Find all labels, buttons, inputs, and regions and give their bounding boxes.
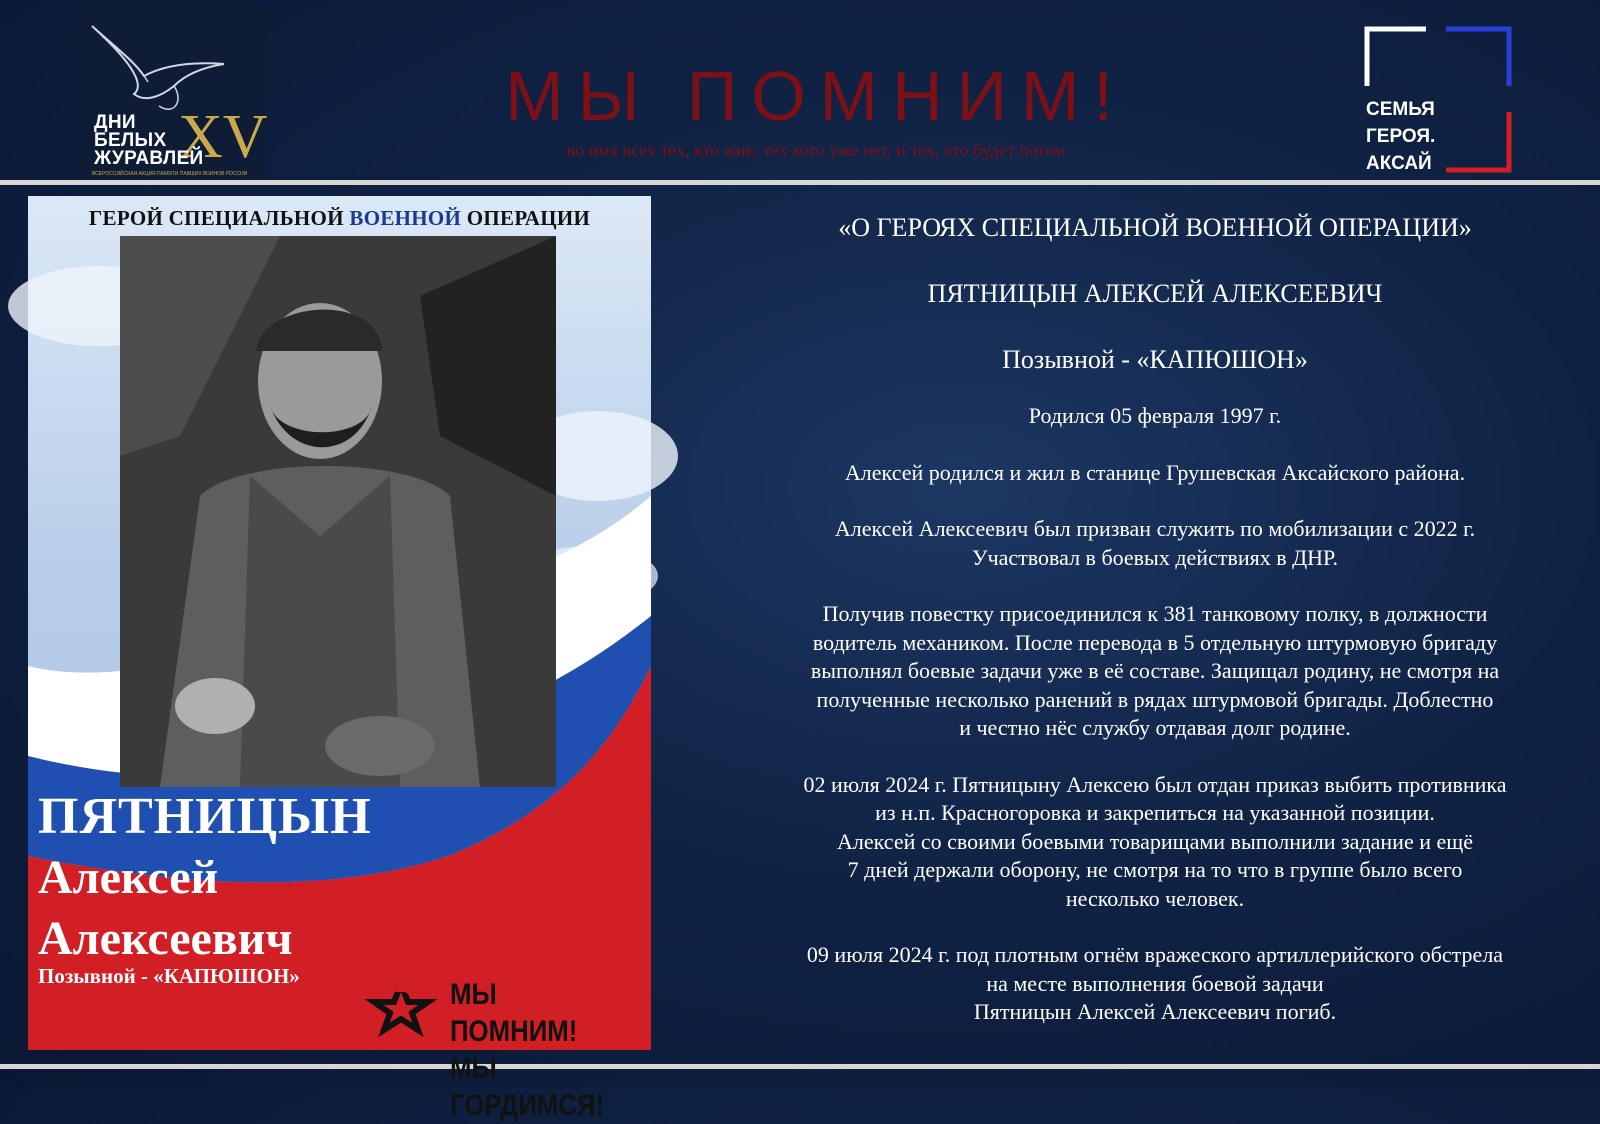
soldier-portrait-image (120, 236, 556, 787)
logo-text (94, 114, 204, 168)
slogan-line-2: МЫ ГОРДИМСЯ! (450, 1052, 605, 1122)
roman-numeral: XV (178, 103, 268, 171)
bio-line: выполнял боевые задачи уже в её составе. Защищал родину, не смотря на (810, 658, 1500, 683)
bio-paragraph-5 (740, 941, 1570, 1027)
top-divider (0, 180, 1600, 185)
bio-paragraph-4 (740, 771, 1570, 914)
bio-line: водитель механиком. После перевода в 5 отдельную штурмовую бригаду (812, 629, 1498, 655)
bio-line: и честно нёс службу отдавая долг родине. (959, 715, 1351, 740)
bio-paragraph-3 (740, 600, 1570, 743)
bio-heading: «О ГЕРОЯХ СПЕЦИАЛЬНОЙ ВОЕННОЙ ОПЕРАЦИИ» (838, 213, 1472, 242)
bio-line: из н.п. Красногоровка и закрепиться на указанной позиции. (875, 800, 1435, 825)
bio-line: 7 дней держали оборону, не смотря на то что в группе было всего (847, 857, 1463, 882)
poster-heading-part-1: ГЕРОЙ СПЕЦИАЛЬНОЙ (88, 206, 350, 230)
logo-line-1: ДНИ (94, 112, 136, 133)
bio-line: Участвовал в боевых действиях в ДНР. (972, 544, 1338, 570)
bio-full-name: ПЯТНИЦЫН АЛЕКСЕЙ АЛЕКСЕЕВИЧ (927, 279, 1383, 308)
logo-line-2: БЕЛЫХ (94, 130, 167, 151)
bio-line: на месте выполнения боевой задачи (986, 970, 1324, 996)
bio-line: Алексей Алексеевич был призван служить по мобилизации с 2022 г. (834, 516, 1476, 541)
bio-line: Пятницын Алексей Алексеевич погиб. (973, 999, 1337, 1024)
bio-born: Родился 05 февраля 1997 г. (1028, 403, 1282, 428)
hero-photo (120, 236, 556, 787)
bio-line: 09 июля 2024 г. под плотным огнём вражеского артиллерийского обстрела (806, 942, 1504, 967)
eternal-flame-star-icon (356, 962, 446, 1032)
logo-line-3: АКСАЙ (1366, 153, 1432, 174)
bio-line: несколько человек. (1065, 885, 1245, 911)
bio-paragraph-1: Алексей родился и жил в станице Грушевская Аксайского района. (844, 459, 1466, 485)
poster-heading-part-3: ОПЕРАЦИИ (461, 206, 591, 230)
page-subtitle: во имя всех тех, кто жив, тех кого уже нет, и тех, кто будет потом (566, 140, 1066, 160)
logo-line-3: ЖУРАВЛЕЙ (94, 148, 204, 169)
poster-surname: ПЯТНИЦЫН (38, 788, 372, 845)
white-cranes-logo (74, 6, 266, 178)
poster-heading (28, 206, 651, 231)
bio-line: 02 июля 2024 г. Пятницыну Алексею был отдан приказ выбить противника (803, 771, 1507, 797)
poster-callsign: Позывной - «КАПЮШОН» (38, 964, 300, 988)
hero-family-logo (1364, 26, 1514, 176)
poster-heading-part-2: ВОЕННОЙ (349, 206, 462, 230)
bio-line: Алексей со своими боевыми товарищами выполнили задание и ещё (837, 828, 1473, 854)
biography-text (740, 204, 1570, 1027)
hero-poster (28, 196, 651, 1122)
remember-slogan (450, 976, 623, 1124)
bio-callsign: Позывной - «КАПЮШОН» (1002, 345, 1308, 374)
bio-line: полученные несколько ранений в рядах штурмовой бригады. Доблестно (816, 686, 1494, 712)
logo-small-text: ВСЕРОССИЙСКАЯ АКЦИЯ ПАМЯТИ ПАВШИХ ВОИНОВ РОССИИ (92, 171, 248, 177)
bio-paragraph-2 (740, 515, 1570, 572)
poster-first-name: Алексей (38, 851, 219, 904)
logo-line-1: СЕМЬЯ (1366, 99, 1435, 120)
page-title: МЫ ПОМНИМ! (505, 57, 1127, 135)
bottom-divider (0, 1064, 1600, 1069)
logo-line-2: ГЕРОЯ. (1366, 126, 1436, 147)
header (0, 0, 1600, 180)
logo-text (1366, 96, 1435, 177)
poster-patronymic: Алексеевич (38, 912, 293, 965)
slogan-line-1: МЫ ПОМНИМ! (450, 978, 578, 1048)
bio-line: Получив повестку присоединился к 381 танковому полку, в должности (822, 601, 1488, 626)
